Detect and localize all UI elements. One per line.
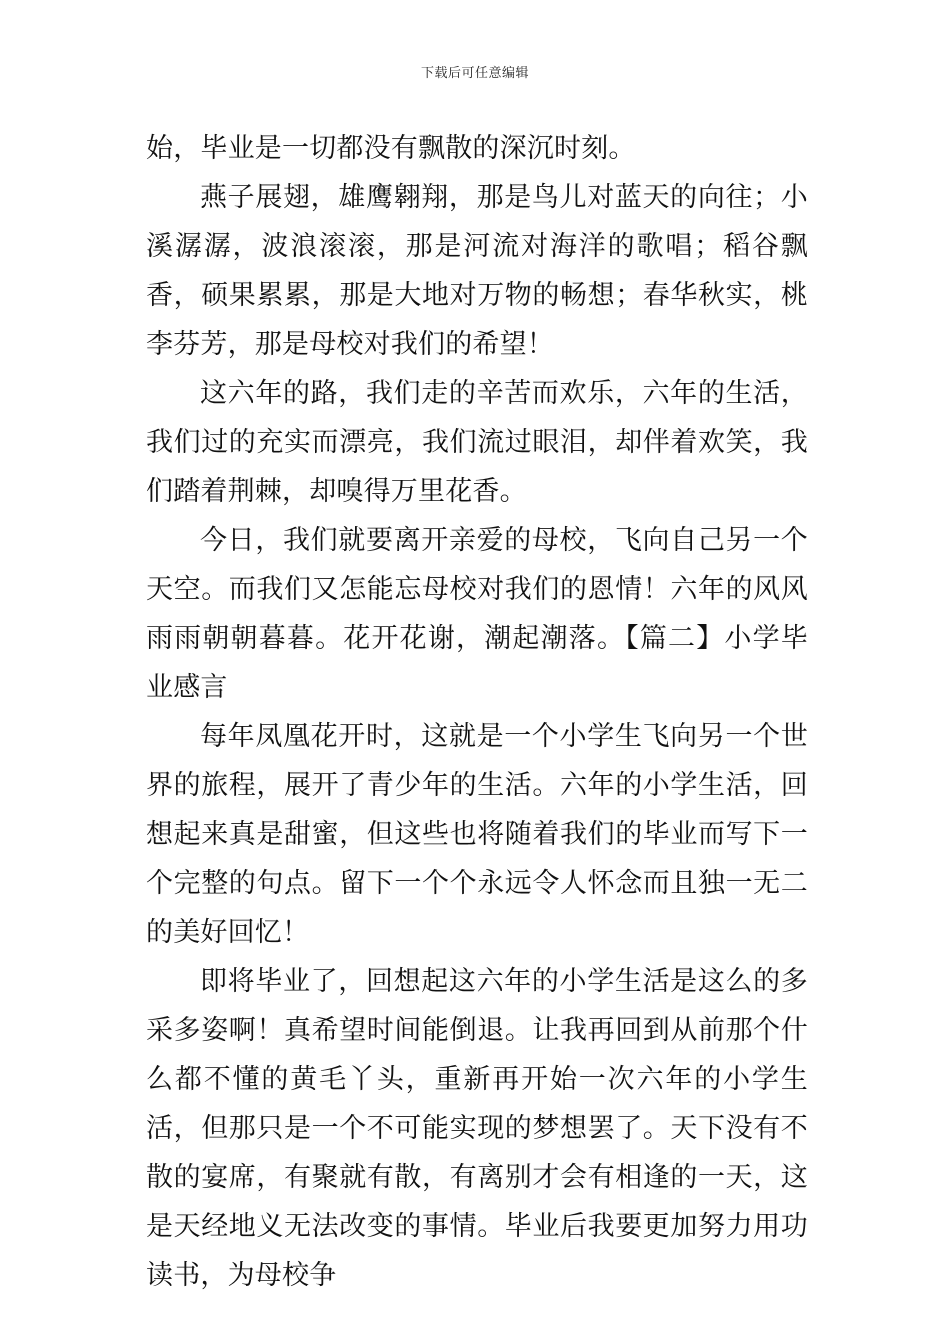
document-body (146, 124, 808, 1300)
paragraph: 每年凤凰花开时，这就是一个小学生飞向另一个世界的旅程，展开了青少年的生活。六年的小学生活，回想起来真是甜蜜，但这些也将随着我们的毕业而写下一个完整的句点。留下一个个永远令人怀念而且独一无二的美好回忆！ (146, 721, 808, 948)
paragraph: 燕子展翅，雄鹰翱翔，那是鸟儿对蓝天的向往；小溪潺潺，波浪滚滚，那是河流对海洋的歌唱；稻谷飘香，硕果累累，那是大地对万物的畅想；春华秋实，桃李芬芳，那是母校对我们的希望！ (146, 182, 808, 360)
paragraph: 即将毕业了，回想起这六年的小学生活是这么的多采多姿啊！真希望时间能倒退。让我再回到从前那个什么都不懂的黄毛丫头，重新再开始一次六年的小学生活，但那只是一个不可能实现的梦想罢了。天下没有不散的宴席，有聚就有散，有离别才会有相逢的一天，这是天经地义无法改变的事情。毕业后我要更加努力用功读书，为母校争 (146, 966, 808, 1291)
paragraph: 今日，我们就要离开亲爱的母校，飞向自己另一个天空。而我们又怎能忘母校对我们的恩情！六年的风风雨雨朝朝暮暮。花开花谢，潮起潮落。【篇二】小学毕业感言 (146, 525, 808, 703)
page-header-note: 下载后可任意编辑 (420, 66, 529, 81)
paragraph-continuation: 始，毕业是一切都没有飘散的深沉时刻。 (146, 133, 636, 164)
paragraph: 这六年的路，我们走的辛苦而欢乐，六年的生活，我们过的充实而漂亮，我们流过眼泪，却伴着欢笑，我们踏着荆棘，却嗅得万里花香。 (146, 378, 808, 507)
